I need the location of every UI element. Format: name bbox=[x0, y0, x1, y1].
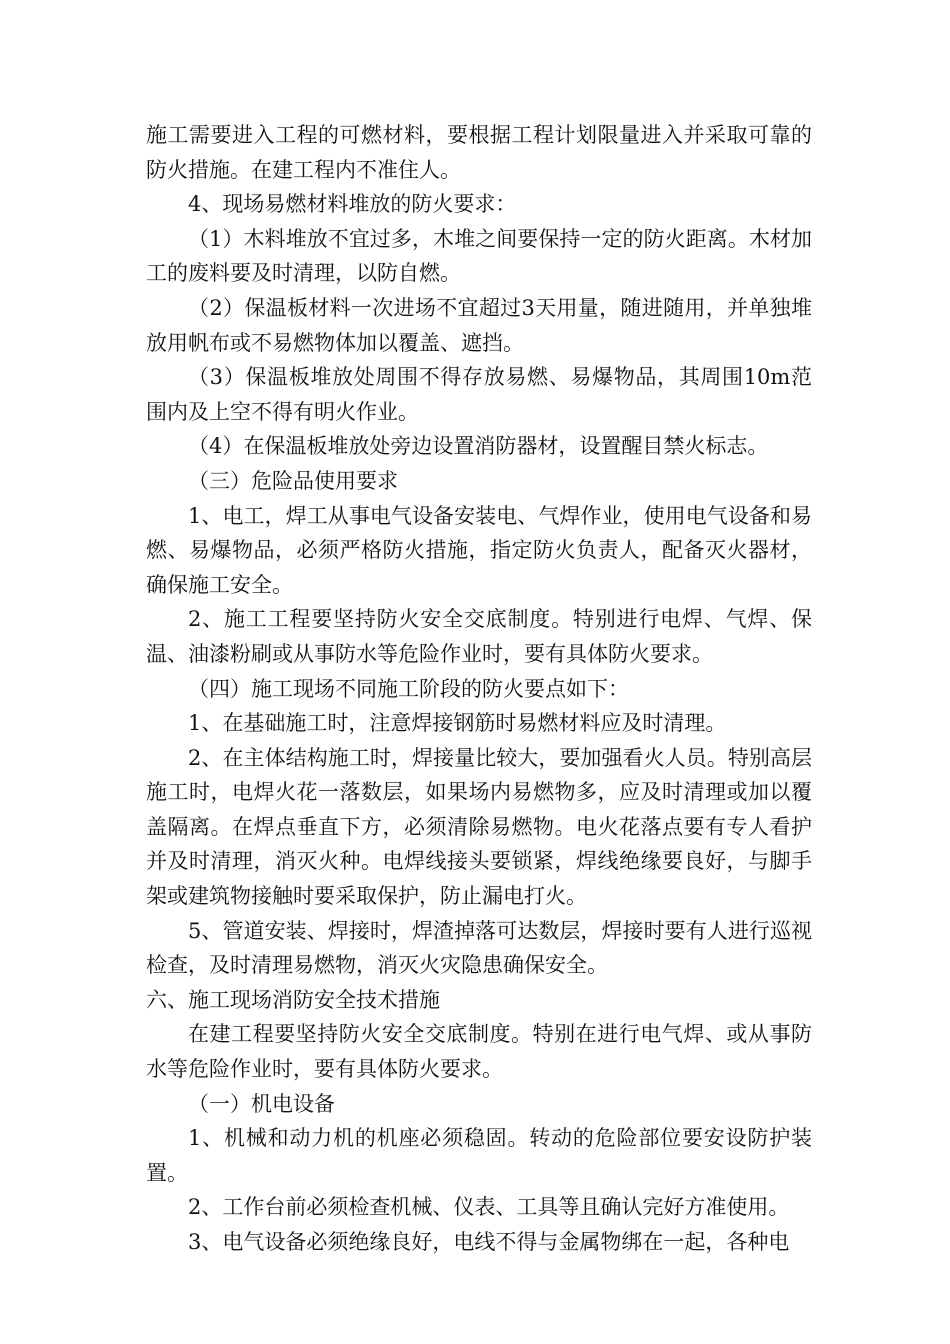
document-body bbox=[146, 118, 812, 1260]
section-heading-construction-stages: （四）施工现场不同施工阶段的防火要点如下： bbox=[188, 676, 629, 701]
section-heading-electromechanical: （一）机电设备 bbox=[188, 1091, 335, 1116]
paragraph-main-structure-stage: 2、在主体结构施工时，焊接量比较大，要加强看火人员。特别高层施工时，电焊火花一落数层，如果场内易燃物多，应及时清理或加以覆盖隔离。在焊点垂直下方，必须清除易燃物。电火花落点要有专人看护并及时清理，消灭火种。电焊线接头要锁紧，焊线绝缘要良好，与脚手架或建筑物接触时要采取保护，防止漏电打火。 bbox=[146, 745, 812, 909]
paragraph-fire-equipment: （4）在保温板堆放处旁边设置消防器材，设置醒目禁火标志。 bbox=[188, 434, 769, 459]
paragraph-workbench-check: 2、工作台前必须检查机械、仪表、工具等且确认完好方准使用。 bbox=[188, 1195, 790, 1220]
paragraph-timber-storage: （1）木料堆放不宜过多，木堆之间要保持一定的防火距离。木材加工的废料要及时清理，以防自燃。 bbox=[146, 226, 812, 286]
paragraph-electrical-insulation: 3、电气设备必须绝缘良好，电线不得与金属物绑在一起，各种电 bbox=[188, 1230, 790, 1254]
paragraph-foundation-stage: 1、在基础施工时，注意焊接钢筋时易燃材料应及时清理。 bbox=[188, 711, 727, 736]
paragraph-machine-base: 1、机械和动力机的机座必须稳固。转动的危险部位要安设防护装置。 bbox=[146, 1126, 812, 1185]
paragraph-insulation-board-entry: （2）保温板材料一次进场不宜超过3天用量，随进随用，并单独堆放用帆布或不易燃物体加以覆盖、遮挡。 bbox=[146, 295, 812, 355]
paragraph-fire-safety-briefing: 2、施工工程要坚持防火安全交底制度。特别进行电焊、气焊、保温、油漆粉刷或从事防水等危险作业时，要有具体防火要求。 bbox=[146, 607, 812, 666]
paragraph-heading-storage-requirements: 4、现场易燃材料堆放的防火要求： bbox=[188, 192, 517, 217]
paragraph-briefing-system: 在建工程要坚持防火安全交底制度。特别在进行电气焊、或从事防水等危险作业时，要有具体防火要求。 bbox=[146, 1022, 812, 1082]
section-heading-hazardous-goods: （三）危险品使用要求 bbox=[188, 468, 398, 493]
paragraph-flammable-materials: 施工需要进入工程的可燃材料，要根据工程计划限量进入并采取可靠的防火措施。在建工程内不准住人。 bbox=[146, 123, 812, 182]
chapter-heading-fire-safety-measures: 六、施工现场消防安全技术措施 bbox=[146, 987, 440, 1012]
paragraph-insulation-board-surroundings: （3）保温板堆放处周围不得存放易燃、易爆物品，其周围10m范围内及上空不得有明火作业。 bbox=[146, 365, 812, 424]
paragraph-pipe-installation: 5、管道安装、焊接时，焊渣掉落可达数层，焊接时要有人进行巡视检查，及时清理易燃物，消灭火灾隐患确保安全。 bbox=[146, 918, 812, 978]
paragraph-electrician-welder: 1、电工，焊工从事电气设备安装电、气焊作业，使用电气设备和易燃、易爆物品，必须严格防火措施，指定防火负责人，配备灭火器材，确保施工安全。 bbox=[146, 503, 812, 597]
